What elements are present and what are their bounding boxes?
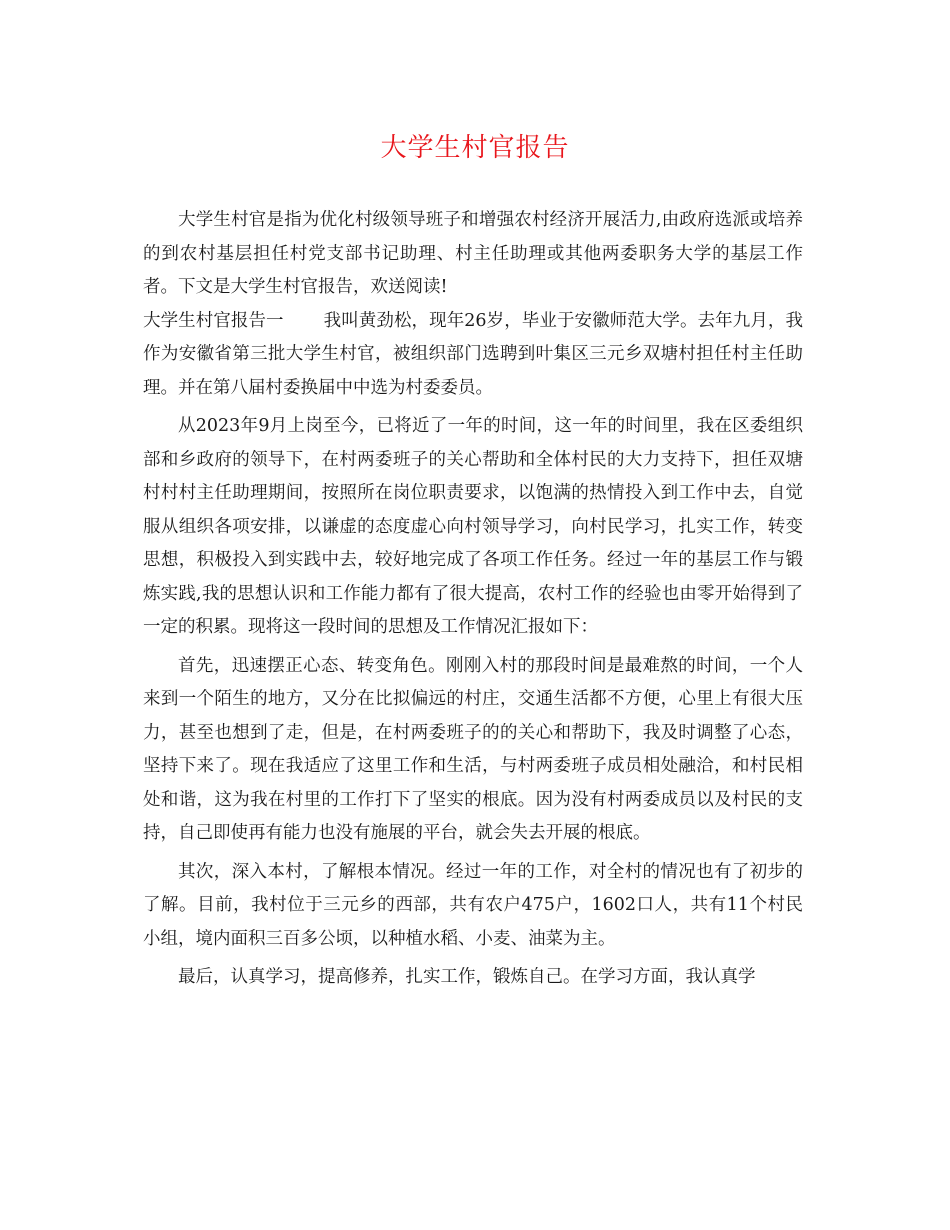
body-paragraph-2: 从2023年9月上岗至今，已将近了一年的时间，这一年的时间里，我在区委组织部和乡政府的领导下，在村两委班子的关心帮助和全体村民的大力支持下，担任双塘村村村主任助理期间，按照所在岗位职责要求，以饱满的热情投入到工作中去，自觉服从组织各项安排，以谦虚的态度虚心向村领导学习，向村民学习，扎实工作，转变思想，积极投入到实践中去，较好地完成了各项工作任务。经过一年的基层工作与锻炼实践,我的思想认识和工作能力都有了很大提高，农村工作的经验也由零开始得到了一定的积累。现将这一段时间的思想及工作情况汇报如下：: [143, 416, 803, 637]
body-paragraph-3: 首先，迅速摆正心态、转变角色。刚刚入村的那段时间是最难熬的时间，一个人来到一个陌生的地方，又分在比拟偏远的村庄，交通生活都不方便，心里上有很大压力，甚至也想到了走，但是，在村两委班子的的关心和帮助下，我及时调整了心态，坚持下来了。现在我适应了这里工作和生活，与村两委班子成员相处融洽，和村民相处和谐，这为我在村里的工作打下了坚实的根底。因为没有村两委成员以及村民的支持，自己即使再有能力也没有施展的平台，就会失去开展的根底。: [143, 655, 803, 843]
intro-paragraph: 大学生村官是指为优化村级领导班子和增强农村经济开展活力,由政府选派或培养的到农村基层担任村党支部书记助理、村主任助理或其他两委职务大学的基层工作者。下文是大学生村官报告，欢送阅读!: [143, 210, 803, 297]
report-opening-paragraph: [143, 305, 803, 406]
document-title: 大学生村官报告: [380, 133, 570, 163]
report-heading: 大学生村官报告一: [143, 310, 284, 331]
report-opening-text: 我叫黄劲松，现年26岁，毕业于安徽师范大学。去年九月，我作为安徽省第三批大学生村官，被组织部门选聘到叶集区三元乡双塘村担任村主任助理。并在第八届村委换届中中选为村委委员。: [143, 310, 803, 398]
body-paragraph-4: 其次，深入本村，了解根本情况。经过一年的工作，对全村的情况也有了初步的了解。目前，我村位于三元乡的西部，共有农户475户，1602口人，共有11个村民小组，境内面积三百多公顷，以种植水稻、小麦、油菜为主。: [143, 861, 803, 949]
document-body: [143, 204, 803, 995]
body-paragraph-5: 最后，认真学习，提高修养，扎实工作，锻炼自己。在学习方面，我认真学: [178, 967, 756, 987]
